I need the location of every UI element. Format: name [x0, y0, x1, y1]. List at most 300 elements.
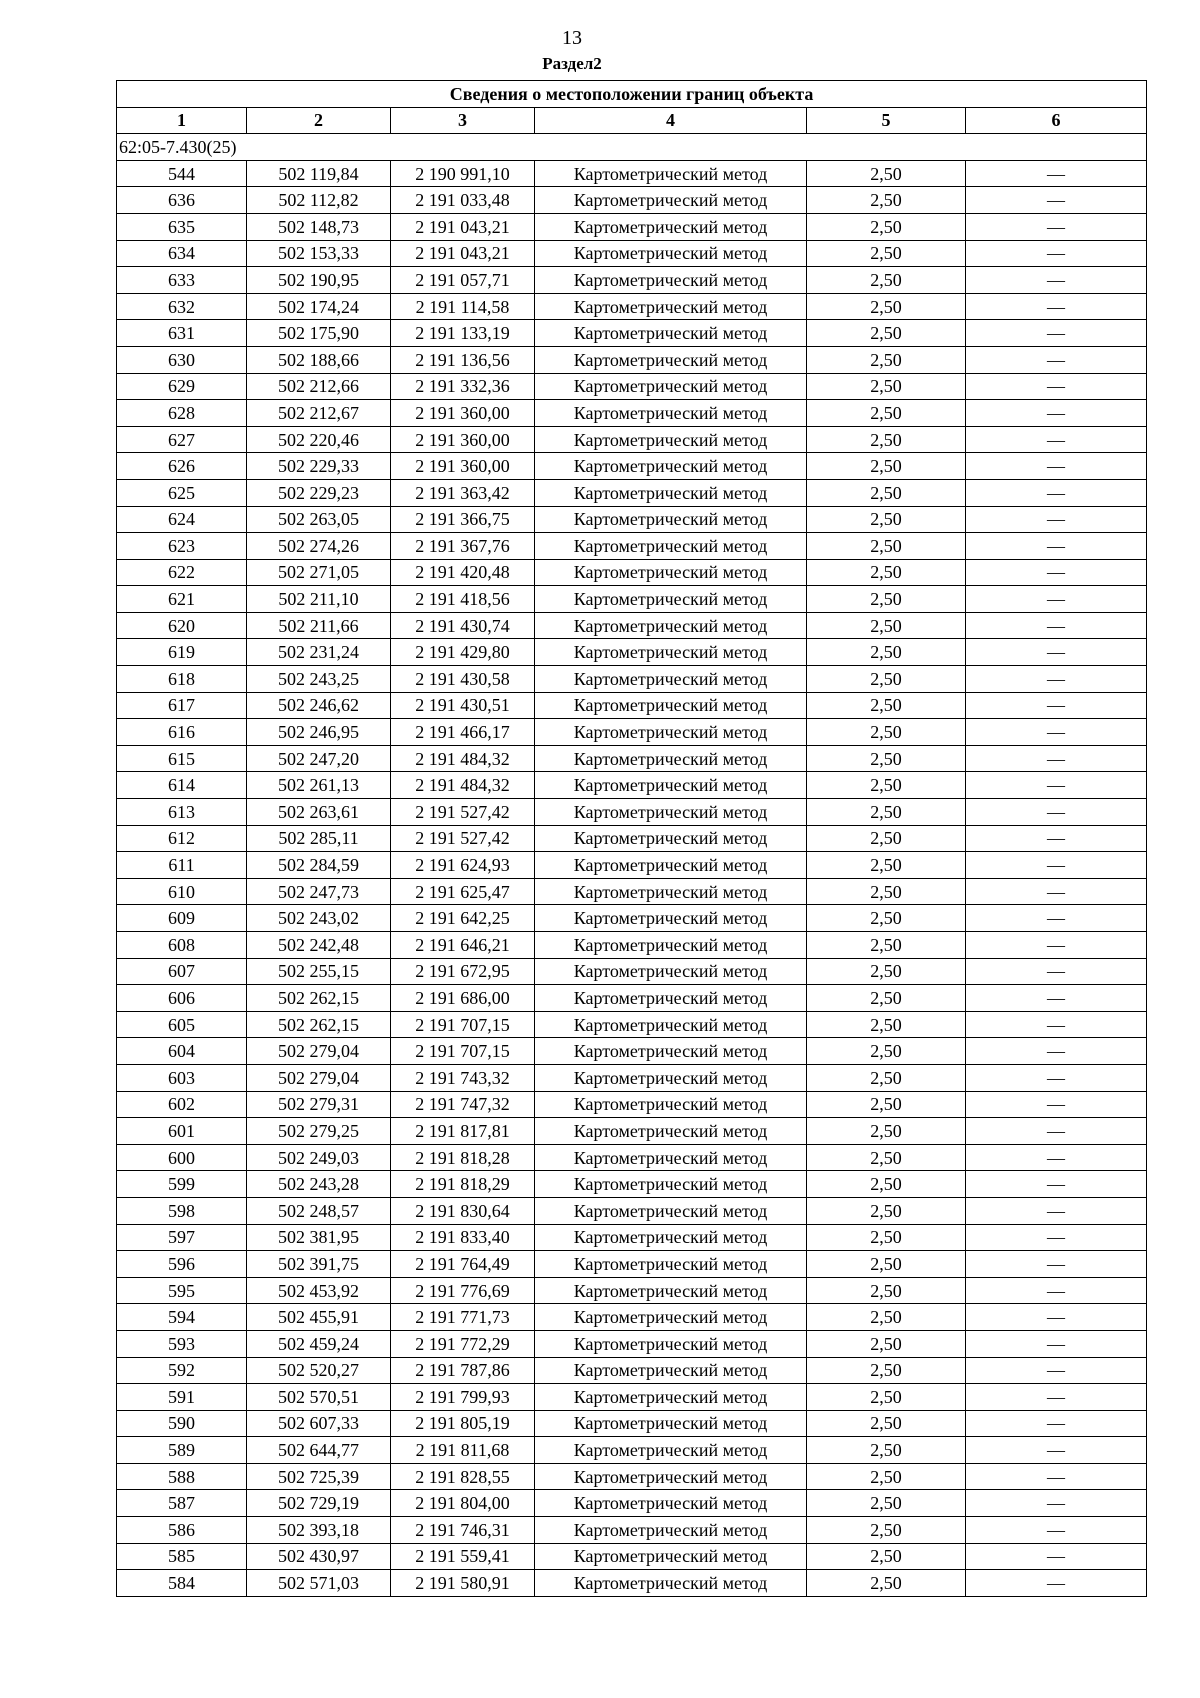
coordinate-y: 2 191 811,68 — [391, 1437, 535, 1464]
table-row — [117, 187, 1147, 214]
note: — — [966, 932, 1147, 959]
coordinate-y: 2 191 484,32 — [391, 772, 535, 799]
method: Картометрический метод — [535, 958, 807, 985]
accuracy: 2,50 — [807, 692, 966, 719]
coordinate-y: 2 191 799,93 — [391, 1384, 535, 1411]
coordinate-y: 2 191 332,36 — [391, 373, 535, 400]
note: — — [966, 400, 1147, 427]
table-row — [117, 692, 1147, 719]
coordinate-y: 2 191 672,95 — [391, 958, 535, 985]
note: — — [966, 1091, 1147, 1118]
coordinate-y: 2 191 559,41 — [391, 1543, 535, 1570]
accuracy: 2,50 — [807, 1038, 966, 1065]
note: — — [966, 1517, 1147, 1544]
point-number: 594 — [117, 1304, 247, 1331]
coordinate-x: 502 212,67 — [247, 400, 391, 427]
coordinate-y: 2 191 830,64 — [391, 1197, 535, 1224]
accuracy: 2,50 — [807, 1330, 966, 1357]
note: — — [966, 1277, 1147, 1304]
point-number: 610 — [117, 878, 247, 905]
table-row — [117, 799, 1147, 826]
coordinate-y: 2 191 114,58 — [391, 293, 535, 320]
point-number: 630 — [117, 346, 247, 373]
coordinate-y: 2 191 420,48 — [391, 559, 535, 586]
method: Картометрический метод — [535, 1410, 807, 1437]
point-number: 617 — [117, 692, 247, 719]
table-row — [117, 1064, 1147, 1091]
note: — — [966, 1251, 1147, 1278]
table-row — [117, 905, 1147, 932]
column-number-row — [117, 107, 1147, 134]
coordinate-y: 2 191 686,00 — [391, 985, 535, 1012]
method: Картометрический метод — [535, 1304, 807, 1331]
coordinate-x: 502 243,25 — [247, 666, 391, 693]
accuracy: 2,50 — [807, 373, 966, 400]
accuracy: 2,50 — [807, 479, 966, 506]
note: — — [966, 958, 1147, 985]
accuracy: 2,50 — [807, 1118, 966, 1145]
column-header: 5 — [807, 107, 966, 134]
table-row — [117, 320, 1147, 347]
coordinate-y: 2 191 043,21 — [391, 240, 535, 267]
table-row — [117, 1543, 1147, 1570]
column-header: 2 — [247, 107, 391, 134]
method: Картометрический метод — [535, 1490, 807, 1517]
coordinate-y: 2 191 833,40 — [391, 1224, 535, 1251]
point-number: 618 — [117, 666, 247, 693]
coordinate-x: 502 112,82 — [247, 187, 391, 214]
page-number: 13 — [562, 27, 582, 49]
point-number: 604 — [117, 1038, 247, 1065]
coordinate-y: 2 191 707,15 — [391, 1038, 535, 1065]
coordinate-x: 502 455,91 — [247, 1304, 391, 1331]
coordinate-x: 502 279,04 — [247, 1064, 391, 1091]
coordinate-y: 2 191 133,19 — [391, 320, 535, 347]
table-row — [117, 1038, 1147, 1065]
coordinate-x: 502 243,02 — [247, 905, 391, 932]
method: Картометрический метод — [535, 612, 807, 639]
point-number: 613 — [117, 799, 247, 826]
coordinate-x: 502 190,95 — [247, 267, 391, 294]
coordinate-x: 502 381,95 — [247, 1224, 391, 1251]
coordinate-y: 2 191 430,51 — [391, 692, 535, 719]
table-row — [117, 426, 1147, 453]
coordinate-x: 502 246,62 — [247, 692, 391, 719]
coordinate-x: 502 248,57 — [247, 1197, 391, 1224]
point-number: 621 — [117, 586, 247, 613]
coordinate-y: 2 191 363,42 — [391, 479, 535, 506]
point-number: 636 — [117, 187, 247, 214]
object-id: 62:05-7.430(25) — [117, 134, 1147, 161]
coordinate-y: 2 191 646,21 — [391, 932, 535, 959]
coordinate-x: 502 729,19 — [247, 1490, 391, 1517]
method: Картометрический метод — [535, 346, 807, 373]
coordinate-y: 2 191 707,15 — [391, 1011, 535, 1038]
coordinate-x: 502 271,05 — [247, 559, 391, 586]
coordinate-x: 502 246,95 — [247, 719, 391, 746]
note: — — [966, 985, 1147, 1012]
method: Картометрический метод — [535, 506, 807, 533]
point-number: 611 — [117, 852, 247, 879]
table-row — [117, 985, 1147, 1012]
table-row — [117, 1517, 1147, 1544]
point-number: 595 — [117, 1277, 247, 1304]
accuracy: 2,50 — [807, 187, 966, 214]
point-number: 590 — [117, 1410, 247, 1437]
method: Картометрический метод — [535, 533, 807, 560]
point-number: 607 — [117, 958, 247, 985]
accuracy: 2,50 — [807, 320, 966, 347]
point-number: 609 — [117, 905, 247, 932]
method: Картометрический метод — [535, 878, 807, 905]
coordinate-x: 502 231,24 — [247, 639, 391, 666]
accuracy: 2,50 — [807, 1064, 966, 1091]
coordinate-y: 2 191 360,00 — [391, 426, 535, 453]
point-number: 600 — [117, 1144, 247, 1171]
note: — — [966, 719, 1147, 746]
accuracy: 2,50 — [807, 1410, 966, 1437]
method: Картометрический метод — [535, 1091, 807, 1118]
coordinate-y: 2 191 625,47 — [391, 878, 535, 905]
coordinate-x: 502 174,24 — [247, 293, 391, 320]
table-row — [117, 745, 1147, 772]
accuracy: 2,50 — [807, 1091, 966, 1118]
method: Картометрический метод — [535, 479, 807, 506]
object-id-row — [117, 134, 1147, 161]
accuracy: 2,50 — [807, 559, 966, 586]
point-number: 625 — [117, 479, 247, 506]
point-number: 599 — [117, 1171, 247, 1198]
point-number: 606 — [117, 985, 247, 1012]
table-row — [117, 1197, 1147, 1224]
note: — — [966, 1463, 1147, 1490]
point-number: 592 — [117, 1357, 247, 1384]
coordinate-x: 502 188,66 — [247, 346, 391, 373]
accuracy: 2,50 — [807, 1224, 966, 1251]
table-row — [117, 1490, 1147, 1517]
column-header: 4 — [535, 107, 807, 134]
method: Картометрический метод — [535, 400, 807, 427]
point-number: 588 — [117, 1463, 247, 1490]
point-number: 585 — [117, 1543, 247, 1570]
accuracy: 2,50 — [807, 878, 966, 905]
coordinate-y: 2 191 366,75 — [391, 506, 535, 533]
method: Картометрический метод — [535, 799, 807, 826]
note: — — [966, 187, 1147, 214]
method: Картометрический метод — [535, 373, 807, 400]
accuracy: 2,50 — [807, 905, 966, 932]
point-number: 605 — [117, 1011, 247, 1038]
accuracy: 2,50 — [807, 772, 966, 799]
coordinate-y: 2 191 772,29 — [391, 1330, 535, 1357]
table-row — [117, 586, 1147, 613]
table-row — [117, 453, 1147, 480]
accuracy: 2,50 — [807, 1570, 966, 1597]
method: Картометрический метод — [535, 320, 807, 347]
accuracy: 2,50 — [807, 825, 966, 852]
note: — — [966, 293, 1147, 320]
point-number: 602 — [117, 1091, 247, 1118]
column-header: 1 — [117, 107, 247, 134]
table-title: Сведения о местоположении границ объекта — [117, 81, 1147, 108]
table-row — [117, 293, 1147, 320]
coordinate-y: 2 191 580,91 — [391, 1570, 535, 1597]
point-number: 591 — [117, 1384, 247, 1411]
note: — — [966, 240, 1147, 267]
table-row — [117, 1463, 1147, 1490]
table-row — [117, 612, 1147, 639]
table-row — [117, 1091, 1147, 1118]
point-number: 629 — [117, 373, 247, 400]
table-row — [117, 1251, 1147, 1278]
accuracy: 2,50 — [807, 719, 966, 746]
coordinate-x: 502 285,11 — [247, 825, 391, 852]
method: Картометрический метод — [535, 1357, 807, 1384]
accuracy: 2,50 — [807, 160, 966, 187]
table-row — [117, 772, 1147, 799]
method: Картометрический метод — [535, 1277, 807, 1304]
coordinate-x: 502 279,04 — [247, 1038, 391, 1065]
note: — — [966, 772, 1147, 799]
accuracy: 2,50 — [807, 1011, 966, 1038]
point-number: 614 — [117, 772, 247, 799]
coordinate-y: 2 191 043,21 — [391, 213, 535, 240]
method: Картометрический метод — [535, 586, 807, 613]
method: Картометрический метод — [535, 932, 807, 959]
method: Картометрический метод — [535, 905, 807, 932]
coordinate-x: 502 520,27 — [247, 1357, 391, 1384]
accuracy: 2,50 — [807, 586, 966, 613]
method: Картометрический метод — [535, 240, 807, 267]
method: Картометрический метод — [535, 1038, 807, 1065]
point-number: 603 — [117, 1064, 247, 1091]
method: Картометрический метод — [535, 1251, 807, 1278]
table-row — [117, 400, 1147, 427]
coordinate-x: 502 453,92 — [247, 1277, 391, 1304]
table-row — [117, 213, 1147, 240]
point-number: 620 — [117, 612, 247, 639]
note: — — [966, 267, 1147, 294]
coordinate-x: 502 644,77 — [247, 1437, 391, 1464]
coordinate-x: 502 243,28 — [247, 1171, 391, 1198]
coordinate-y: 2 191 466,17 — [391, 719, 535, 746]
accuracy: 2,50 — [807, 1304, 966, 1331]
accuracy: 2,50 — [807, 1437, 966, 1464]
point-number: 584 — [117, 1570, 247, 1597]
note: — — [966, 1144, 1147, 1171]
table-row — [117, 559, 1147, 586]
method: Картометрический метод — [535, 1543, 807, 1570]
method: Картометрический метод — [535, 666, 807, 693]
point-number: 627 — [117, 426, 247, 453]
coordinate-y: 2 191 747,32 — [391, 1091, 535, 1118]
coordinate-x: 502 249,03 — [247, 1144, 391, 1171]
method: Картометрический метод — [535, 639, 807, 666]
table-row — [117, 719, 1147, 746]
coordinate-x: 502 261,13 — [247, 772, 391, 799]
coordinate-x: 502 153,33 — [247, 240, 391, 267]
coordinate-x: 502 175,90 — [247, 320, 391, 347]
accuracy: 2,50 — [807, 799, 966, 826]
point-number: 633 — [117, 267, 247, 294]
coordinate-y: 2 190 991,10 — [391, 160, 535, 187]
method: Картометрический метод — [535, 267, 807, 294]
accuracy: 2,50 — [807, 612, 966, 639]
coordinate-x: 502 263,05 — [247, 506, 391, 533]
table-row — [117, 1357, 1147, 1384]
coordinate-x: 502 459,24 — [247, 1330, 391, 1357]
note: — — [966, 453, 1147, 480]
accuracy: 2,50 — [807, 666, 966, 693]
point-number: 624 — [117, 506, 247, 533]
coordinate-y: 2 191 764,49 — [391, 1251, 535, 1278]
point-number: 589 — [117, 1437, 247, 1464]
accuracy: 2,50 — [807, 533, 966, 560]
method: Картометрический метод — [535, 985, 807, 1012]
method: Картометрический метод — [535, 559, 807, 586]
accuracy: 2,50 — [807, 213, 966, 240]
table-row — [117, 1224, 1147, 1251]
table-row — [117, 1384, 1147, 1411]
note: — — [966, 799, 1147, 826]
accuracy: 2,50 — [807, 453, 966, 480]
note: — — [966, 692, 1147, 719]
coordinate-x: 502 391,75 — [247, 1251, 391, 1278]
coordinate-y: 2 191 484,32 — [391, 745, 535, 772]
coordinate-x: 502 242,48 — [247, 932, 391, 959]
coordinate-y: 2 191 743,32 — [391, 1064, 535, 1091]
point-number: 597 — [117, 1224, 247, 1251]
note: — — [966, 1330, 1147, 1357]
coordinate-x: 502 393,18 — [247, 1517, 391, 1544]
point-number: 619 — [117, 639, 247, 666]
accuracy: 2,50 — [807, 1490, 966, 1517]
accuracy: 2,50 — [807, 639, 966, 666]
method: Картометрический метод — [535, 1463, 807, 1490]
table-row — [117, 666, 1147, 693]
note: — — [966, 1384, 1147, 1411]
coordinate-y: 2 191 527,42 — [391, 825, 535, 852]
coordinate-x: 502 725,39 — [247, 1463, 391, 1490]
method: Картометрический метод — [535, 1171, 807, 1198]
point-number: 635 — [117, 213, 247, 240]
point-number: 623 — [117, 533, 247, 560]
coordinate-x: 502 284,59 — [247, 852, 391, 879]
method: Картометрический метод — [535, 1197, 807, 1224]
coordinate-y: 2 191 418,56 — [391, 586, 535, 613]
note: — — [966, 1490, 1147, 1517]
note: — — [966, 612, 1147, 639]
method: Картометрический метод — [535, 293, 807, 320]
note: — — [966, 1011, 1147, 1038]
point-number: 631 — [117, 320, 247, 347]
table-row — [117, 240, 1147, 267]
accuracy: 2,50 — [807, 1517, 966, 1544]
coordinate-y: 2 191 136,56 — [391, 346, 535, 373]
method: Картометрический метод — [535, 719, 807, 746]
method: Картометрический метод — [535, 1570, 807, 1597]
coordinate-x: 502 229,23 — [247, 479, 391, 506]
section-title: Раздел2 — [542, 54, 602, 73]
coordinate-y: 2 191 771,73 — [391, 1304, 535, 1331]
method: Картометрический метод — [535, 772, 807, 799]
method: Картометрический метод — [535, 213, 807, 240]
coordinate-y: 2 191 642,25 — [391, 905, 535, 932]
coordinate-y: 2 191 430,58 — [391, 666, 535, 693]
coordinate-x: 502 274,26 — [247, 533, 391, 560]
table-row — [117, 533, 1147, 560]
note: — — [966, 1171, 1147, 1198]
method: Картометрический метод — [535, 692, 807, 719]
method: Картометрический метод — [535, 852, 807, 879]
point-number: 608 — [117, 932, 247, 959]
table-row — [117, 1011, 1147, 1038]
accuracy: 2,50 — [807, 745, 966, 772]
accuracy: 2,50 — [807, 1384, 966, 1411]
point-number: 544 — [117, 160, 247, 187]
note: — — [966, 905, 1147, 932]
coordinate-y: 2 191 804,00 — [391, 1490, 535, 1517]
coordinate-y: 2 191 776,69 — [391, 1277, 535, 1304]
accuracy: 2,50 — [807, 506, 966, 533]
method: Картометрический метод — [535, 1517, 807, 1544]
note: — — [966, 1118, 1147, 1145]
method: Картометрический метод — [535, 453, 807, 480]
table-row — [117, 479, 1147, 506]
point-number: 628 — [117, 400, 247, 427]
method: Картометрический метод — [535, 825, 807, 852]
coordinate-y: 2 191 429,80 — [391, 639, 535, 666]
coordinate-y: 2 191 430,74 — [391, 612, 535, 639]
column-header: 3 — [391, 107, 535, 134]
coordinate-x: 502 607,33 — [247, 1410, 391, 1437]
table-row — [117, 267, 1147, 294]
accuracy: 2,50 — [807, 852, 966, 879]
table-row — [117, 852, 1147, 879]
coordinate-x: 502 571,03 — [247, 1570, 391, 1597]
note: — — [966, 1410, 1147, 1437]
note: — — [966, 426, 1147, 453]
accuracy: 2,50 — [807, 932, 966, 959]
point-number: 593 — [117, 1330, 247, 1357]
coordinate-x: 502 211,10 — [247, 586, 391, 613]
accuracy: 2,50 — [807, 958, 966, 985]
note: — — [966, 666, 1147, 693]
point-number: 616 — [117, 719, 247, 746]
point-number: 622 — [117, 559, 247, 586]
note: — — [966, 1197, 1147, 1224]
method: Картометрический метод — [535, 160, 807, 187]
method: Картометрический метод — [535, 1064, 807, 1091]
accuracy: 2,50 — [807, 240, 966, 267]
note: — — [966, 825, 1147, 852]
note: — — [966, 586, 1147, 613]
note: — — [966, 1064, 1147, 1091]
point-number: 634 — [117, 240, 247, 267]
coordinate-y: 2 191 818,28 — [391, 1144, 535, 1171]
point-number: 598 — [117, 1197, 247, 1224]
accuracy: 2,50 — [807, 1171, 966, 1198]
accuracy: 2,50 — [807, 1543, 966, 1570]
note: — — [966, 1543, 1147, 1570]
accuracy: 2,50 — [807, 1277, 966, 1304]
coordinate-x: 502 119,84 — [247, 160, 391, 187]
note: — — [966, 1357, 1147, 1384]
accuracy: 2,50 — [807, 1144, 966, 1171]
note: — — [966, 1304, 1147, 1331]
table-row — [117, 373, 1147, 400]
table-row — [117, 346, 1147, 373]
